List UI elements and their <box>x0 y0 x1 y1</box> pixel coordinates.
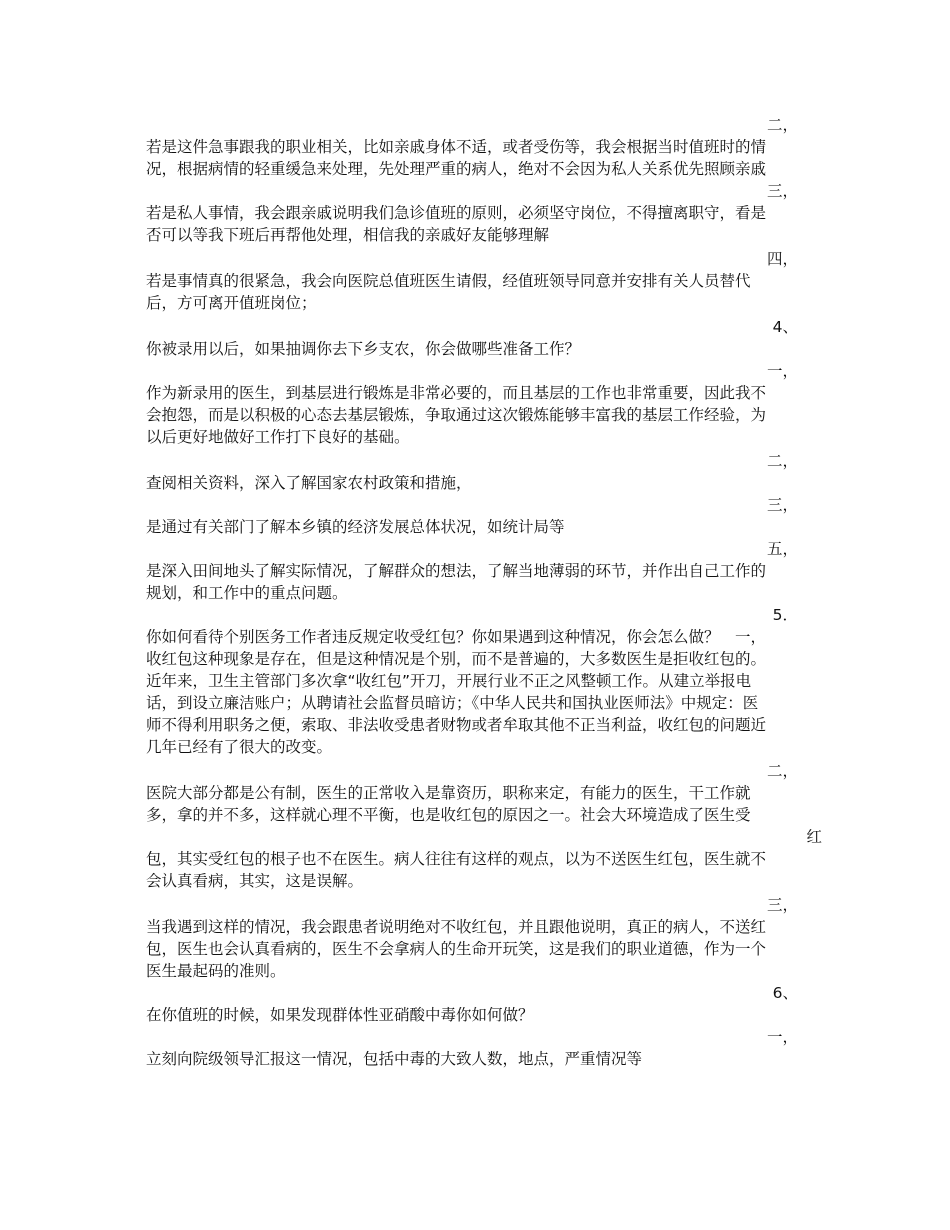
section-marker: 四， <box>766 250 798 268</box>
section-marker: 6、 <box>772 984 798 1002</box>
section-marker: 五， <box>766 540 798 558</box>
section-marker: 二， <box>766 452 798 470</box>
paragraph-line: 在你值班的时候，如果发现群体性亚硝酸中毒你如何做？ <box>146 1006 534 1024</box>
paragraph-line: 你如何看待个别医务工作者违反规定收受红包？你如果遇到这种情况，你会怎么做？ 一， <box>146 628 767 646</box>
section-marker: 一， <box>766 362 798 380</box>
paragraph-line: 医院大部分都是公有制，医生的正常收入是靠资历，职称来定，有能力的医生，干工作就 <box>146 784 751 802</box>
section-marker: 二， <box>766 762 798 780</box>
paragraph-line: 近年来，卫生主管部门多次拿“收红包”开刀，开展行业不正之风整顿工作。从建立举报电 <box>146 672 752 690</box>
wrapped-fragment: 红 <box>806 828 822 846</box>
paragraph-line: 是深入田间地头了解实际情况，了解群众的想法，了解当地薄弱的环节，并作出自己工作的 <box>146 562 767 580</box>
paragraph-line: 多，拿的并不多，这样就心理不平衡，也是收红包的原因之一。社会大环境造成了医生受 <box>146 806 751 824</box>
paragraph-line: 包，其实受红包的根子也不在医生。病人往往有这样的观点，以为不送医生红包，医生就不 <box>146 850 767 868</box>
paragraph-line: 收红包这种现象是存在，但是这种情况是个别，而不是普遍的，大多数医生是拒收红包的。 <box>146 650 767 668</box>
paragraph-line: 会认真看病，其实，这是误解。 <box>146 872 364 890</box>
section-marker: 三， <box>766 496 798 514</box>
section-marker: 4、 <box>772 318 798 336</box>
paragraph-line: 若是私人事情，我会跟亲戚说明我们急诊值班的原则，必须坚守岗位，不得擅离职守，看是 <box>146 204 767 222</box>
paragraph-line: 规划，和工作中的重点问题。 <box>146 584 348 602</box>
paragraph-line: 你被录用以后，如果抽调你去下乡支农，你会做哪些准备工作？ <box>146 340 581 358</box>
paragraph-line: 况，根据病情的轻重缓急来处理，先处理严重的病人，绝对不会因为私人关系优先照顾亲戚 <box>146 160 767 178</box>
paragraph-line: 若是事情真的很紧急，我会向医院总值班医生请假，经值班领导同意并安排有关人员替代 <box>146 272 751 290</box>
section-marker: 三， <box>766 896 798 914</box>
paragraph-line: 话，到设立廉洁账户；从聘请社会监督员暗访；《中华人民共和国执业医师法》中规定：医 <box>146 694 759 712</box>
paragraph-line: 会抱怨，而是以积极的心态去基层锻炼，争取通过这次锻炼能够丰富我的基层工作经验，为 <box>146 406 767 424</box>
paragraph-line: 后，方可离开值班岗位； <box>146 294 317 312</box>
paragraph-line: 作为新录用的医生，到基层进行锻炼是非常必要的，而且基层的工作也非常重要，因此我不 <box>146 384 767 402</box>
paragraph-line: 以后更好地做好工作打下良好的基础。 <box>146 428 410 446</box>
paragraph-line: 几年已经有了很大的改变。 <box>146 738 333 756</box>
paragraph-line: 若是这件急事跟我的职业相关，比如亲戚身体不适，或者受伤等，我会根据当时值班时的情 <box>146 138 767 156</box>
paragraph-line: 是通过有关部门了解本乡镇的经济发展总体状况，如统计局等 <box>146 518 565 536</box>
paragraph-line: 包，医生也会认真看病的，医生不会拿病人的生命开玩笑，这是我们的职业道德，作为一个 <box>146 940 767 958</box>
section-marker: 二， <box>766 116 798 134</box>
paragraph-line: 查阅相关资料，深入了解国家农村政策和措施， <box>146 474 472 492</box>
paragraph-line: 当我遇到这样的情况，我会跟患者说明绝对不收红包，并且跟他说明，真正的病人，不送红 <box>146 918 767 936</box>
section-marker: 三， <box>766 182 798 200</box>
paragraph-line: 否可以等我下班后再帮他处理，相信我的亲戚好友能够理解 <box>146 226 550 244</box>
section-marker: 5． <box>772 606 798 624</box>
paragraph-line: 师不得利用职务之便，索取、非法收受患者财物或者牟取其他不正当利益，收红包的问题近 <box>146 716 767 734</box>
section-marker: 一， <box>766 1028 798 1046</box>
paragraph-line: 医生最起码的准则。 <box>146 962 286 980</box>
paragraph-line: 立刻向院级领导汇报这一情况，包括中毒的大致人数，地点，严重情况等 <box>146 1050 643 1068</box>
